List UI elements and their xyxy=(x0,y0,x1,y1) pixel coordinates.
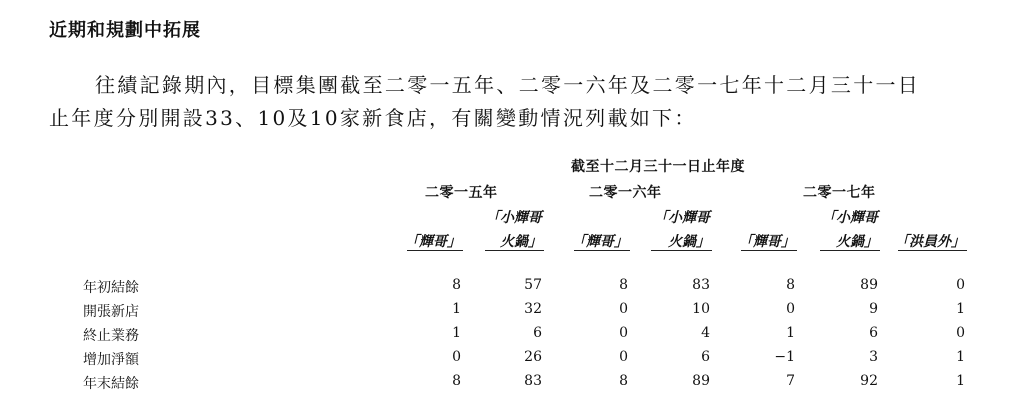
column-header-bottom: 「輝哥」 xyxy=(405,234,461,250)
table-cell: 0 xyxy=(619,301,628,317)
column-header-bottom: 火鍋」 xyxy=(668,234,710,250)
section-heading: 近期和規劃中拓展 xyxy=(49,20,201,41)
table-cell: 32 xyxy=(524,301,542,317)
table-cell: 0 xyxy=(619,349,628,365)
column-header-bottom: 「洪員外」 xyxy=(895,234,965,250)
table-cell: 3 xyxy=(869,349,878,365)
row-label: 年末結餘 xyxy=(83,376,139,392)
table-cell: 1 xyxy=(956,349,965,365)
column-header xyxy=(548,207,628,251)
column-header-underline xyxy=(651,250,712,251)
table-cell: 1 xyxy=(452,325,461,341)
table-cell: 8 xyxy=(786,277,795,293)
table-cell: 89 xyxy=(692,373,710,389)
table-cell: 1 xyxy=(786,325,795,341)
column-header-top: 「小輝哥 xyxy=(822,210,878,226)
table-cell: 4 xyxy=(701,325,710,341)
table-cell: −1 xyxy=(774,349,795,365)
year-header-2017: 二零一七年 xyxy=(803,185,876,201)
table-cell: 83 xyxy=(524,373,542,389)
paragraph-line-1: 往績記錄期內，目標集團截至二零一五年、二零一六年及二零一七年十二月三十一日 xyxy=(95,73,921,97)
column-header-underline xyxy=(820,250,880,251)
row-label: 增加淨額 xyxy=(83,352,139,368)
column-header-bottom: 「輝哥」 xyxy=(572,234,628,250)
table-cell: 1 xyxy=(956,373,965,389)
table-cell: 92 xyxy=(860,373,878,389)
table-cell: 10 xyxy=(692,301,710,317)
table-cell: 8 xyxy=(452,373,461,389)
table-cell: 0 xyxy=(786,301,795,317)
column-header-underline xyxy=(485,250,544,251)
table-cell: 89 xyxy=(860,277,878,293)
table-cell: 0 xyxy=(956,277,965,293)
row-label: 開張新店 xyxy=(83,304,139,320)
table-cell: 6 xyxy=(701,349,710,365)
column-header-underline xyxy=(407,250,463,251)
column-header xyxy=(630,207,710,251)
column-header xyxy=(885,207,965,251)
table-cell: 1 xyxy=(956,301,965,317)
column-header xyxy=(462,207,542,251)
table-cell: 9 xyxy=(869,301,878,317)
column-header xyxy=(798,207,878,251)
column-header xyxy=(715,207,795,251)
table-cell: 6 xyxy=(869,325,878,341)
table-cell: 57 xyxy=(524,277,542,293)
row-label: 年初結餘 xyxy=(83,280,139,296)
column-header-bottom: 火鍋」 xyxy=(500,234,542,250)
table-cell: 1 xyxy=(452,301,461,317)
column-header xyxy=(381,207,461,251)
table-cell: 26 xyxy=(524,349,542,365)
row-label: 終止業務 xyxy=(83,328,139,344)
table-cell: 8 xyxy=(452,277,461,293)
column-header-underline xyxy=(574,250,630,251)
column-header-underline xyxy=(898,250,967,251)
table-cell: 8 xyxy=(619,373,628,389)
table-cell: 0 xyxy=(452,349,461,365)
table-cell: 0 xyxy=(956,325,965,341)
table-cell: 83 xyxy=(692,277,710,293)
column-header-underline xyxy=(741,250,797,251)
table-cell: 6 xyxy=(533,325,542,341)
table-cell: 8 xyxy=(619,277,628,293)
column-header-bottom: 「輝哥」 xyxy=(739,234,795,250)
table-cell: 7 xyxy=(786,373,795,389)
column-header-bottom: 火鍋」 xyxy=(836,234,878,250)
year-header-2016: 二零一六年 xyxy=(589,185,662,201)
paragraph-line-2: 止年度分別開設33、10及10家新食店，有關變動情況列載如下： xyxy=(49,106,697,130)
table-cell: 0 xyxy=(619,325,628,341)
period-header: 截至十二月三十一日止年度 xyxy=(571,159,745,175)
column-header-top: 「小輝哥 xyxy=(486,210,542,226)
column-header-top: 「小輝哥 xyxy=(654,210,710,226)
year-header-2015: 二零一五年 xyxy=(425,185,498,201)
